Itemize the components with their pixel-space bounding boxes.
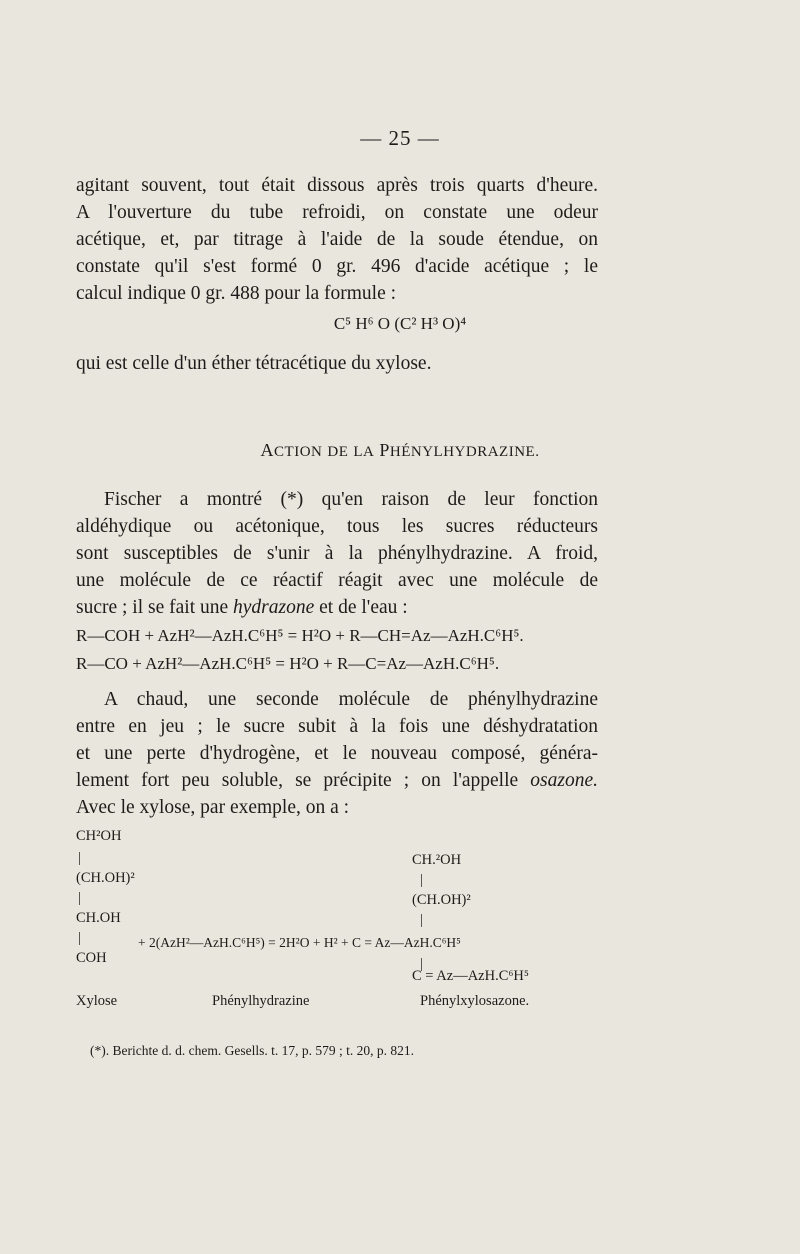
text-line: qui est celle d'un éther tétracétique du xylose. <box>76 353 432 374</box>
formula-xylose-tetracetate: C⁵ H⁶ O (C² H³ O)⁴ <box>333 314 467 333</box>
text-line: Avec le xylose, par exemple, on a : <box>76 797 350 818</box>
osazone-group: (CH.OH)² <box>412 892 471 908</box>
italic-term: osazone. <box>530 770 598 791</box>
label-phenylhydrazine: Phénylhydrazine <box>212 993 310 1009</box>
text-line: A l'ouverture du tube refroidi, on constate une odeur <box>76 202 598 223</box>
text-line: sont susceptibles de s'unir à la phénylhydrazine. A froid, <box>76 543 598 564</box>
xylose-group: CH²OH <box>76 828 122 844</box>
heading-word: DE <box>327 444 349 460</box>
paragraph-2 <box>76 486 598 621</box>
page-number: — 25 — <box>360 126 440 150</box>
paragraph-1 <box>76 172 598 307</box>
xylose-group: CH.OH <box>76 910 121 926</box>
text-line: et une perte d'hydrogène, et le nouveau composé, généra- <box>76 743 598 764</box>
text-line: agitant souvent, tout était dissous après trois quarts d'heure. <box>76 175 598 196</box>
osazone-group: C = Az—AzH.C⁶H⁵ <box>412 968 529 984</box>
paragraph-1-end <box>76 350 598 377</box>
section-heading <box>0 440 800 461</box>
heading-word: LA <box>353 444 375 460</box>
equation-aldehyde: R—COH + AzH²—AzH.C⁶H⁵ = H²O + R—CH=Az—AzH.C⁶H⁵. <box>76 626 524 645</box>
bond: | <box>78 890 81 906</box>
paragraph-3 <box>76 686 598 821</box>
reaction-equation: + 2(AzH²—AzH.C⁶H⁵) = 2H²O + H² + C = Az—AzH.C⁶H⁵ <box>138 935 461 950</box>
text-line: calcul indique 0 gr. 488 pour la formule : <box>76 283 397 304</box>
text-line: acétique, et, par titrage à l'aide de la soude étendue, on <box>76 229 598 250</box>
equation-ketone: R—CO + AzH²—AzH.C⁶H⁵ = H²O + R—C=Az—AzH.C⁶H⁵. <box>76 654 500 673</box>
text-line: A chaud, une seconde molécule de phénylhydrazine <box>104 689 598 710</box>
label-xylose: Xylose <box>76 993 118 1009</box>
text-line: entre en jeu ; le sucre subit à la fois une déshydratation <box>76 716 598 737</box>
text-line <box>76 767 598 794</box>
bond: | <box>420 912 423 928</box>
heading-word: HÉNYLHYDRAZINE. <box>389 444 540 460</box>
text-run: et de l'eau : <box>314 597 408 618</box>
text-line: une molécule de ce réactif réagit avec une molécule de <box>76 570 598 591</box>
heading-initial: P <box>379 440 390 460</box>
italic-term: hydrazone <box>233 597 315 618</box>
text-line: constate qu'il s'est formé 0 gr. 496 d'acide acétique ; le <box>76 256 598 277</box>
label-phenylxylosazone: Phénylxylosazone. <box>420 993 530 1009</box>
text-run: sucre ; il se fait une <box>76 597 234 618</box>
text-line: aldéhydique ou acétonique, tous les sucres réducteurs <box>76 516 598 537</box>
bond: | <box>78 850 81 866</box>
xylose-group: COH <box>76 950 107 966</box>
heading-initial: A <box>260 440 275 460</box>
text-line <box>76 594 598 621</box>
bond: | <box>420 872 423 888</box>
xylose-group: (CH.OH)² <box>76 870 135 886</box>
bond: | <box>78 930 81 946</box>
footnote: (*). Berichte d. d. chem. Gesells. t. 17, p. 579 ; t. 20, p. 821. <box>90 1043 414 1058</box>
bond: | <box>420 956 423 972</box>
osazone-group: CH.²OH <box>412 852 462 868</box>
text-line: Fischer a montré (*) qu'en raison de leur fonction <box>104 489 598 510</box>
heading-word: CTION <box>274 444 323 460</box>
text-run: lement fort peu soluble, se précipite ; on l'appelle <box>76 770 531 791</box>
